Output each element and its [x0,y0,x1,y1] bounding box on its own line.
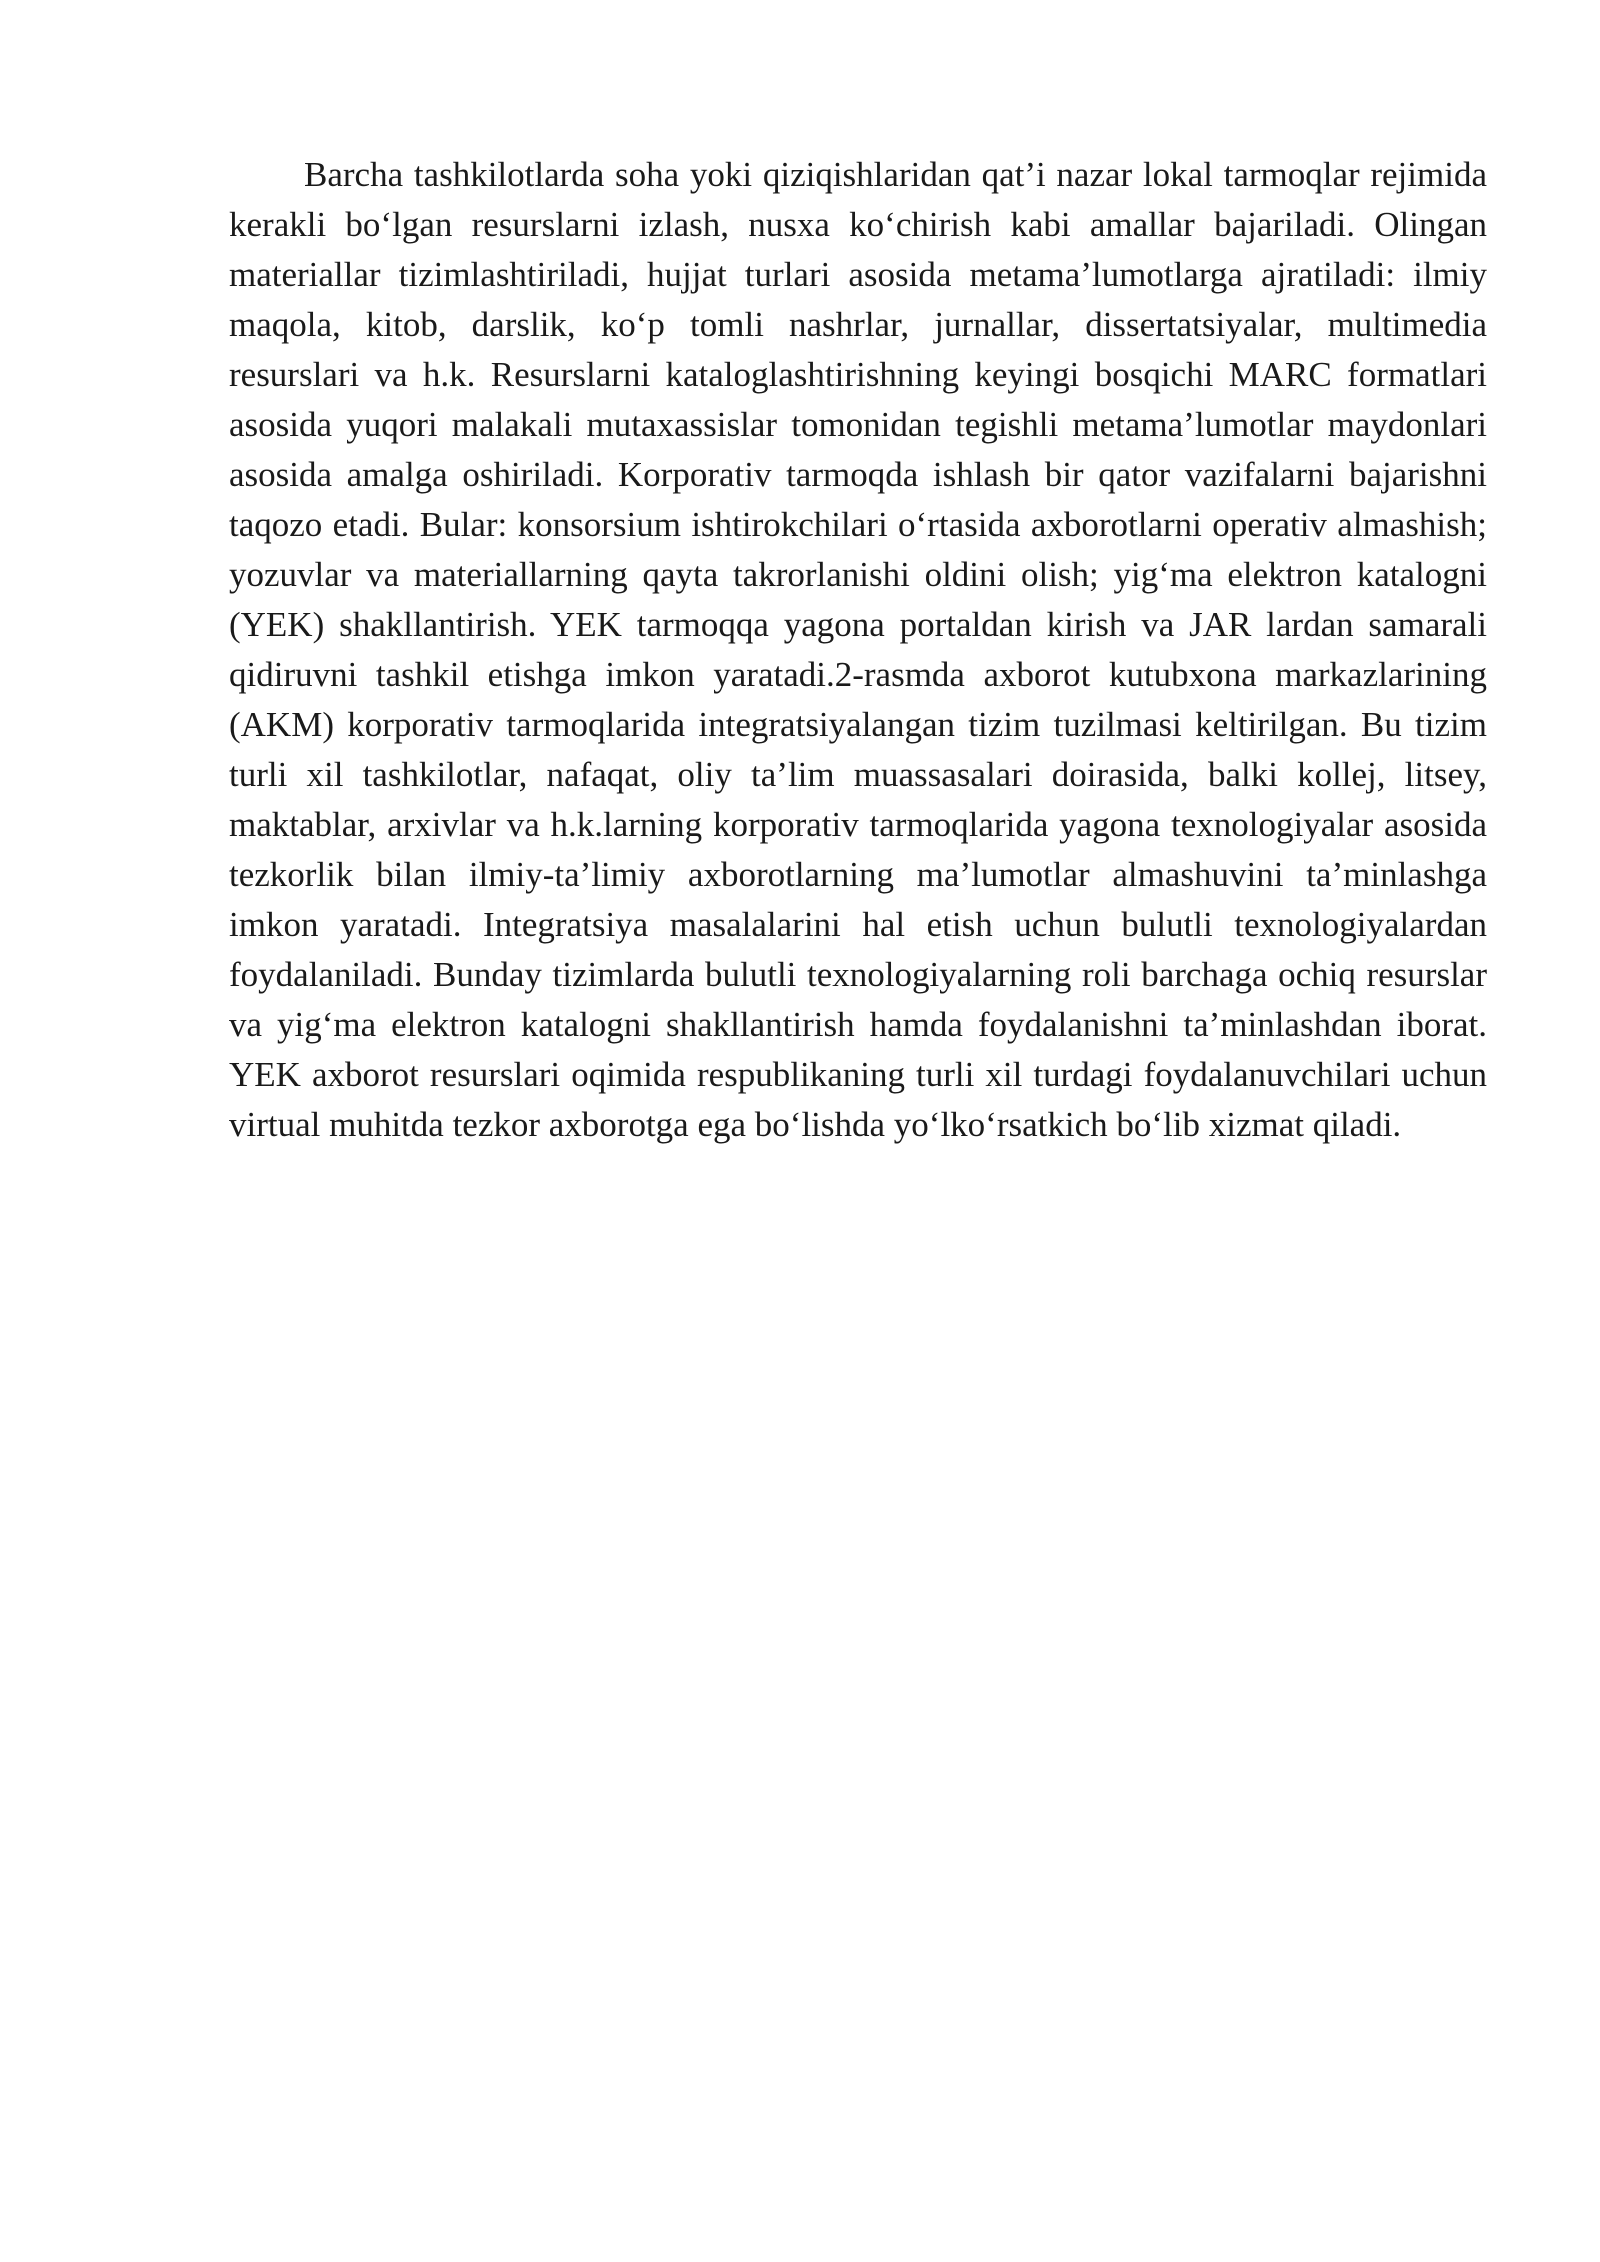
body-paragraph: Barcha tashkilotlarda soha yoki qiziqishlaridan qat’i nazar lokal tarmoqlar rejimida kerakli bo‘lgan resurslarni izlash, nusxa ko‘chirish kabi amallar bajariladi. Olingan materiallar tizimlashtiriladi, hujjat turlari asosida metama’lumotlarga ajratiladi: ilmiy maqola, kitob, darslik, ko‘p tomli nashrlar, jurnallar, dissertatsiyalar, multimedia resurslari va h.k. Resurslarni kataloglashtirishning keyingi bosqichi MARC formatlari asosida yuqori malakali mutaxassislar tomonidan tegishli metama’lumotlar maydonlari asosida amalga oshiriladi. Korporativ tarmoqda ishlash bir qator vazifalarni bajarishni taqozo etadi. Bular: konsorsium ishtirokchilari o‘rtasida axborotlarni operativ almashish; yozuvlar va materiallarning qayta takrorlanishi oldini olish; yig‘ma elektron katalogni (YEK) shakllantirish. YEK tarmoqqa yagona portaldan kirish va JAR lardan samarali qidiruvni tashkil etishga imkon yaratadi.2-rasmda axborot kutubxona markazlarining (AKM) korporativ tarmoqlarida integratsiyalangan tizim tuzilmasi keltirilgan. Bu tizim turli xil tashkilotlar, nafaqat, oliy ta’lim muassasalari doirasida, balki kollej, litsey, maktablar, arxivlar va h.k.larning korporativ tarmoqlarida yagona texnologiyalar asosida tezkorlik bilan ilmiy-ta’limiy axborotlarning ma’lumotlar almashuvini ta’minlashga imkon yaratadi. Integratsiya masalalarini hal etish uchun bulutli texnologiyalardan foydalaniladi. Bunday tizimlarda bulutli texnologiyalarning roli barchaga ochiq resurslar va yig‘ma elektron katalogni shakllantirish hamda foydalanishni ta’minlashdan iborat. YEK axborot resurslari oqimida respublikaning turli xil turdagi foydalanuvchilari uchun virtual muhitda tezkor axborotga ega bo‘lishda yo‘lko‘rsatkich bo‘lib xizmat qiladi. [229,155,1487,1144]
document-body [229,150,1487,1150]
